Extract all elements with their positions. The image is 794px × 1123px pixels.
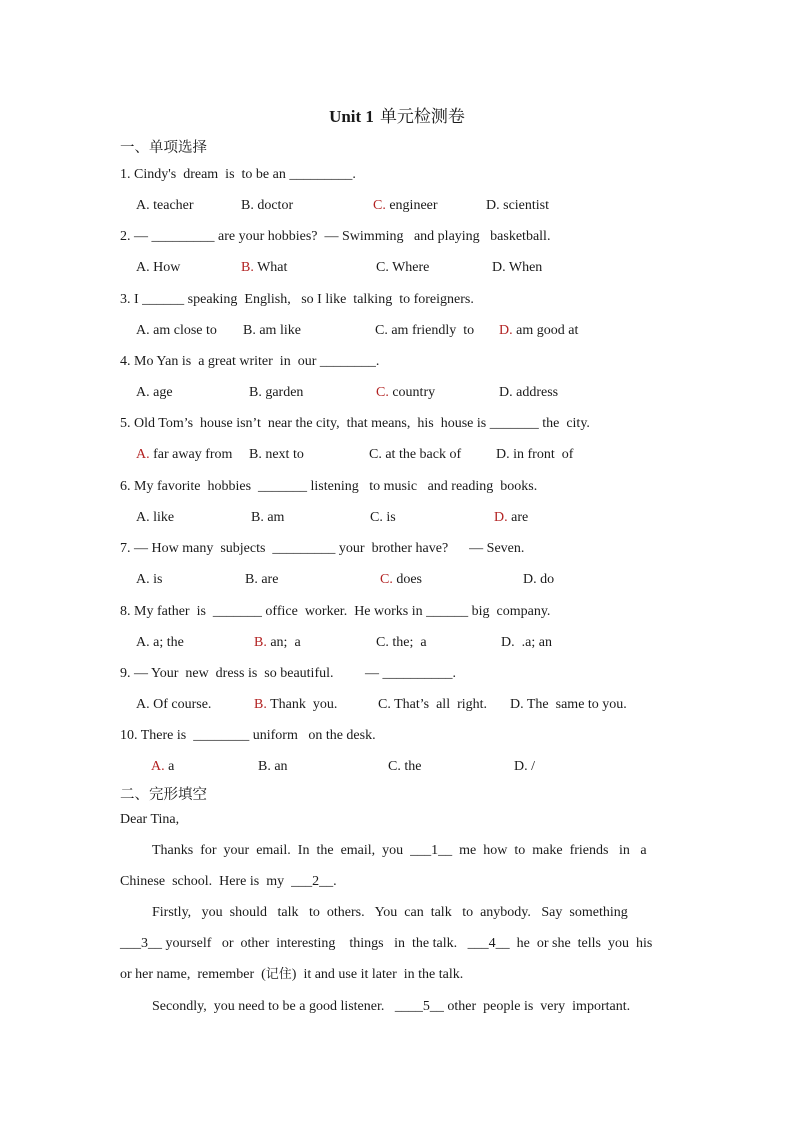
option-letter: D. bbox=[486, 198, 500, 213]
option-letter: D. bbox=[499, 385, 513, 400]
letter-greeting: Dear Tina, bbox=[120, 812, 180, 827]
option-text: a; the bbox=[149, 635, 184, 650]
title-en: Unit 1 bbox=[329, 107, 374, 126]
option-letter: B. bbox=[251, 510, 264, 525]
question-stem: 7. — How many subjects _________ your brother have? — Seven. bbox=[120, 541, 525, 556]
answer-option bbox=[258, 757, 288, 777]
option-letter: B. bbox=[258, 759, 271, 774]
option-letter: C. bbox=[380, 572, 393, 587]
question-stem: 2. — _________ are your hobbies? — Swimming and playing basketball. bbox=[120, 229, 551, 244]
answer-option bbox=[136, 196, 194, 216]
section-heading-cloze: 二、完形填空 bbox=[120, 787, 207, 803]
option-letter: D. bbox=[496, 447, 510, 462]
question-stem: 8. My father is _______ office worker. He works in ______ big company. bbox=[120, 604, 551, 619]
answer-option bbox=[494, 508, 528, 528]
answer-option bbox=[136, 258, 180, 278]
option-text: am like bbox=[255, 323, 301, 338]
option-text: Of course. bbox=[149, 697, 212, 712]
option-text: far away from bbox=[149, 447, 233, 462]
answer-option bbox=[499, 321, 578, 341]
option-letter: C. bbox=[378, 697, 391, 712]
answer-option bbox=[492, 258, 542, 278]
question-stem: 3. I ______ speaking English, so I like talking to foreigners. bbox=[120, 292, 474, 307]
answer-option bbox=[251, 508, 284, 528]
option-text: The same to you. bbox=[523, 697, 627, 712]
option-text: a bbox=[164, 759, 175, 774]
answer-option bbox=[136, 633, 184, 653]
answer-option bbox=[376, 383, 435, 403]
letter-paragraph-1-line-2: Chinese school. Here is my ___2__. bbox=[120, 874, 337, 889]
option-letter: B. bbox=[243, 323, 256, 338]
option-text: am close to bbox=[149, 323, 217, 338]
title-cn: 单元检测卷 bbox=[379, 107, 465, 127]
option-letter: C. bbox=[369, 447, 382, 462]
option-text: country bbox=[388, 385, 436, 400]
answer-option bbox=[514, 757, 535, 777]
letter-paragraph-2-line-3 bbox=[120, 965, 675, 985]
option-letter: C. bbox=[388, 759, 401, 774]
option-text: am good at bbox=[512, 323, 579, 338]
option-text: am friendly to bbox=[387, 323, 475, 338]
answer-option bbox=[243, 321, 301, 341]
option-text: What bbox=[253, 260, 288, 275]
option-letter: C. bbox=[376, 635, 389, 650]
option-letter: D. bbox=[523, 572, 537, 587]
option-letter: A. bbox=[151, 759, 165, 774]
letter-paragraph-1-line-1: Thanks for your email. In the email, you ___1__ me how to make friends in a bbox=[152, 843, 647, 858]
option-text: age bbox=[149, 385, 173, 400]
option-letter: D. bbox=[499, 323, 513, 338]
answer-option bbox=[151, 757, 174, 777]
option-letter: D. bbox=[510, 697, 524, 712]
question-stem: 4. Mo Yan is a great writer in our ________. bbox=[120, 354, 380, 369]
option-letter: C. bbox=[375, 323, 388, 338]
option-letter: D. bbox=[492, 260, 506, 275]
answer-option bbox=[241, 196, 293, 216]
letter-text-cn: 记住 bbox=[265, 967, 292, 982]
option-letter: B. bbox=[245, 572, 258, 587]
answer-option bbox=[499, 383, 558, 403]
option-letter: A. bbox=[136, 198, 150, 213]
option-letter: B. bbox=[241, 198, 254, 213]
answer-option bbox=[376, 633, 427, 653]
option-text: the bbox=[400, 759, 422, 774]
answer-option bbox=[245, 570, 278, 590]
option-letter: C. bbox=[373, 198, 386, 213]
answer-option bbox=[376, 258, 429, 278]
option-letter: A. bbox=[136, 572, 150, 587]
answer-option bbox=[373, 196, 438, 216]
option-text: next to bbox=[261, 447, 304, 462]
option-letter: B. bbox=[249, 447, 262, 462]
option-text: in front of bbox=[509, 447, 574, 462]
option-letter: B. bbox=[249, 385, 262, 400]
option-text: .a; an bbox=[514, 635, 552, 650]
letter-text: or her name, remember ( bbox=[120, 967, 266, 982]
answer-option bbox=[388, 757, 421, 777]
answer-option bbox=[375, 321, 474, 341]
option-text: do bbox=[536, 572, 555, 587]
answer-option bbox=[523, 570, 554, 590]
answer-option bbox=[249, 445, 304, 465]
option-letter: C. bbox=[376, 260, 389, 275]
option-letter: A. bbox=[136, 697, 150, 712]
option-letter: A. bbox=[136, 635, 150, 650]
option-text: garden bbox=[261, 385, 304, 400]
answer-option bbox=[254, 633, 301, 653]
option-text: When bbox=[505, 260, 543, 275]
answer-option bbox=[241, 258, 287, 278]
option-letter: B. bbox=[254, 697, 267, 712]
letter-paragraph-3-line-1: Secondly, you need to be a good listener. ____5__ other people is very important. bbox=[152, 999, 631, 1014]
option-text: is bbox=[382, 510, 396, 525]
option-text: are bbox=[257, 572, 279, 587]
answer-option bbox=[136, 383, 173, 403]
answer-option bbox=[380, 570, 422, 590]
option-letter: B. bbox=[241, 260, 254, 275]
option-text: does bbox=[392, 572, 423, 587]
option-letter: D. bbox=[514, 759, 528, 774]
option-text: an; a bbox=[266, 635, 301, 650]
question-stem: 6. My favorite hobbies _______ listening to music and reading books. bbox=[120, 479, 538, 494]
option-letter: A. bbox=[136, 260, 150, 275]
letter-text: ) it and use it later in the talk. bbox=[291, 967, 464, 982]
option-text: are bbox=[507, 510, 529, 525]
option-text: Where bbox=[388, 260, 430, 275]
answer-option bbox=[378, 695, 487, 715]
option-text: engineer bbox=[385, 198, 438, 213]
option-text: scientist bbox=[499, 198, 550, 213]
option-letter: D. bbox=[494, 510, 508, 525]
letter-paragraph-2-line-2: ___3__ yourself or other interesting things in the talk. ___4__ he or she tells you his bbox=[120, 936, 653, 951]
question-stem: 5. Old Tom’s house isn’t near the city, that means, his house is _______ the city. bbox=[120, 416, 590, 431]
option-text: the; a bbox=[388, 635, 427, 650]
question-stem: 1. Cindy's dream is to be an _________. bbox=[120, 167, 356, 182]
answer-option bbox=[370, 508, 396, 528]
answer-option bbox=[136, 321, 217, 341]
section-heading-single-choice: 一、单项选择 bbox=[120, 140, 207, 156]
answer-option bbox=[249, 383, 303, 403]
option-text: address bbox=[512, 385, 559, 400]
answer-option bbox=[136, 570, 162, 590]
option-text: is bbox=[149, 572, 163, 587]
option-letter: C. bbox=[370, 510, 383, 525]
answer-option bbox=[369, 445, 461, 465]
option-text: doctor bbox=[253, 198, 294, 213]
letter-paragraph-2-line-1: Firstly, you should talk to others. You can talk to anybody. Say something bbox=[152, 905, 628, 920]
answer-option bbox=[496, 445, 573, 465]
option-text: an bbox=[270, 759, 288, 774]
answer-option bbox=[136, 508, 174, 528]
option-letter: A. bbox=[136, 447, 150, 462]
option-letter: D. bbox=[501, 635, 515, 650]
option-text: am bbox=[263, 510, 285, 525]
answer-option bbox=[501, 633, 552, 653]
option-letter: A. bbox=[136, 510, 150, 525]
option-text: Thank you. bbox=[266, 697, 338, 712]
answer-option bbox=[136, 445, 232, 465]
question-stem: 10. There is ________ uniform on the desk. bbox=[120, 728, 376, 743]
option-letter: A. bbox=[136, 323, 150, 338]
option-letter: C. bbox=[376, 385, 389, 400]
option-letter: A. bbox=[136, 385, 150, 400]
option-text: teacher bbox=[149, 198, 194, 213]
question-stem: 9. — Your new dress is so beautiful. — __________. bbox=[120, 666, 456, 681]
option-text: at the back of bbox=[381, 447, 462, 462]
option-text: That’s all right. bbox=[390, 697, 488, 712]
option-text: / bbox=[527, 759, 536, 774]
option-text: like bbox=[149, 510, 175, 525]
option-text: How bbox=[149, 260, 181, 275]
answer-option bbox=[254, 695, 337, 715]
page-title bbox=[0, 106, 794, 128]
answer-option bbox=[486, 196, 549, 216]
answer-option bbox=[510, 695, 627, 715]
option-letter: B. bbox=[254, 635, 267, 650]
answer-option bbox=[136, 695, 211, 715]
